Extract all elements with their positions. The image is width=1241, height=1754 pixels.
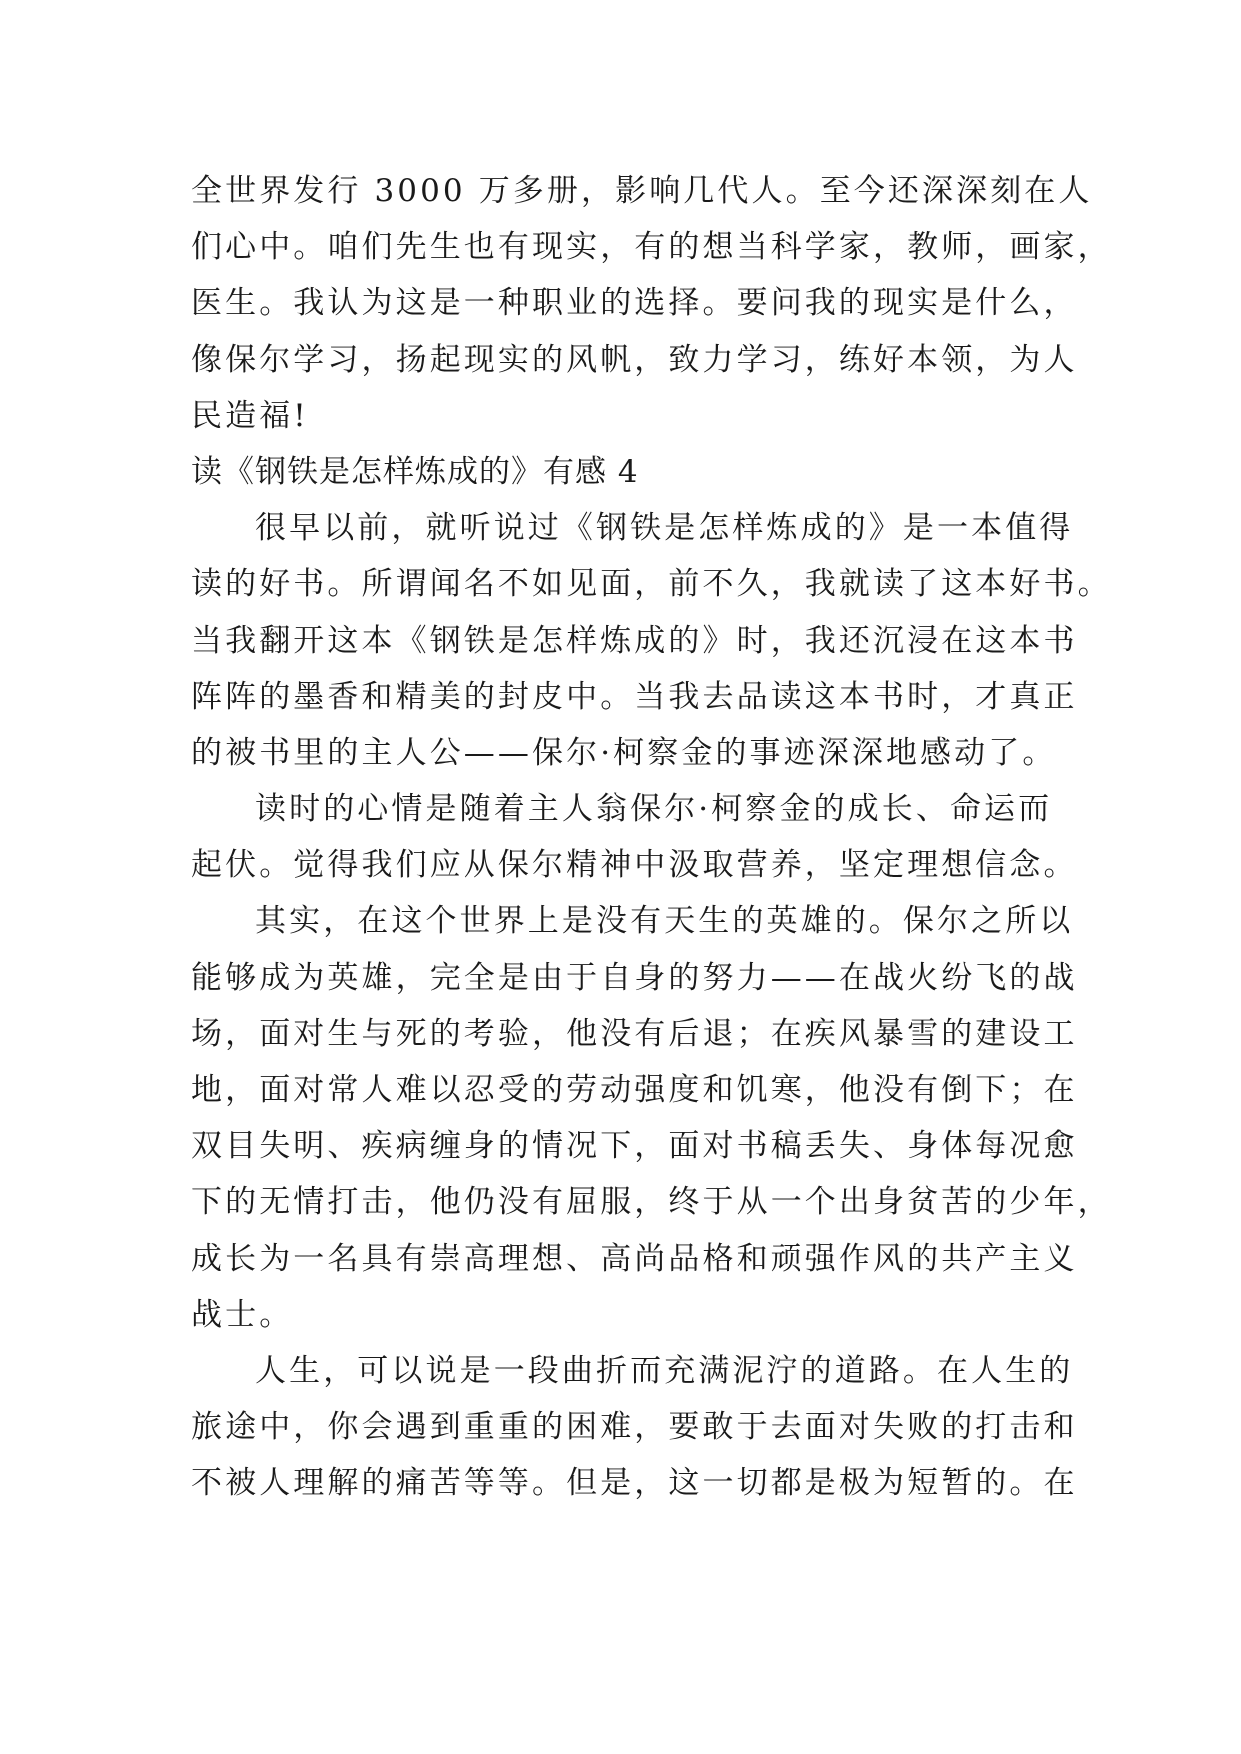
- text-line: 起伏。觉得我们应从保尔精神中汲取营养，坚定理想信念。: [191, 847, 1078, 884]
- text-line: 医生。我认为这是一种职业的选择。要问我的现实是什么，: [191, 285, 1078, 322]
- text-line: 读时的心情是随着主人翁保尔·柯察金的成长、命运而: [255, 791, 1053, 828]
- text-line: 全世界发行 3000 万多册，影响几代人。至今还深深刻在人: [191, 173, 1093, 209]
- text-line: 当我翻开这本《钢铁是怎样炼成的》时，我还沉浸在这本书: [191, 622, 1078, 659]
- paragraph: [191, 1343, 1078, 1512]
- text-line: 战士。: [191, 1296, 294, 1333]
- text-line: 成长为一名具有崇高理想、高尚品格和顽强作风的共产主义: [191, 1240, 1078, 1277]
- paragraph: [191, 781, 1078, 893]
- text-line: 的被书里的主人公——保尔·柯察金的事迹深深地感动了。: [191, 734, 1057, 771]
- text-line: 其实，在这个世界上是没有天生的英雄的。保尔之所以: [255, 903, 1074, 940]
- body-text: [191, 163, 1112, 1512]
- text-line: 很早以前，就听说过《钢铁是怎样炼成的》是一本值得: [255, 510, 1074, 547]
- text-line: 双目失明、疾病缠身的情况下，面对书稿丢失、身体每况愈: [191, 1128, 1078, 1165]
- text-line: 旅途中，你会遇到重重的困难，要敢于去面对失败的打击和: [191, 1409, 1078, 1446]
- text-line: 们心中。咱们先生也有现实，有的想当科学家，教师，画家，: [191, 229, 1112, 266]
- text-line: 人生，可以说是一段曲折而充满泥泞的道路。在人生的: [255, 1352, 1074, 1389]
- text-line: 场，面对生与死的考验，他没有后退；在疾风暴雪的建设工: [191, 1015, 1078, 1052]
- text-line: 地，面对常人难以忍受的劳动强度和饥寒，他没有倒下；在: [191, 1072, 1078, 1108]
- continued-paragraph: [191, 163, 1112, 444]
- text-line: 读的好书。所谓闻名不如见面，前不久，我就读了这本好书。: [191, 566, 1112, 603]
- text-line: 民造福!: [191, 397, 309, 434]
- section-title: 读《钢铁是怎样炼成的》有感 4: [191, 453, 639, 490]
- text-line: 像保尔学习，扬起现实的风帆，致力学习，练好本领，为人: [191, 341, 1078, 378]
- text-line: 不被人理解的痛苦等等。但是，这一切都是极为短暂的。在: [191, 1465, 1078, 1502]
- text-line: 下的无情打击，他仍没有屈服，终于从一个出身贫苦的少年，: [191, 1184, 1112, 1221]
- text-line: 阵阵的墨香和精美的封皮中。当我去品读这本书时，才真正: [191, 678, 1078, 715]
- paragraph: [191, 500, 1112, 781]
- paragraph: [191, 893, 1112, 1343]
- text-line: 能够成为英雄，完全是由于自身的努力——在战火纷飞的战: [191, 959, 1078, 996]
